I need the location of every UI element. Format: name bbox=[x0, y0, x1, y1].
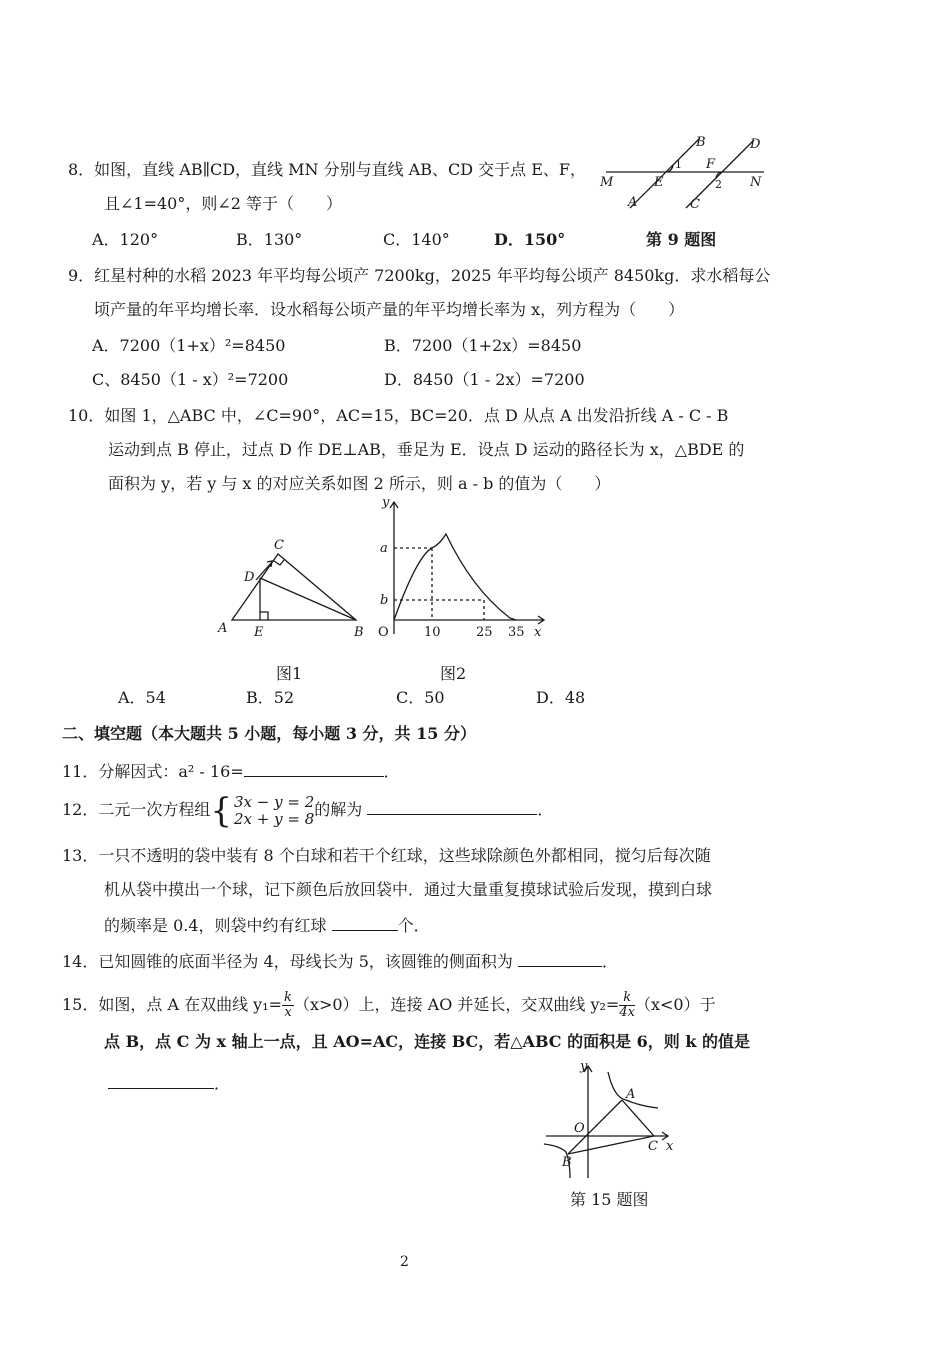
q9-line2: 顷产量的年平均增长率．设水稻每公顷产量的年平均增长率为 x，列方程为（ ） bbox=[94, 300, 685, 319]
q9-option-c: C、8450（1 - x）²=7200 bbox=[92, 370, 289, 389]
q8-figure-caption: 第 9 题图 bbox=[646, 230, 717, 249]
q9-option-d: D．8450（1 - 2x）=7200 bbox=[384, 370, 585, 389]
q10-option-b: B．52 bbox=[246, 688, 295, 707]
q8-label-e: E bbox=[654, 175, 664, 190]
q15-frac2-denominator: 4x bbox=[619, 1005, 635, 1020]
q11-line bbox=[62, 760, 400, 782]
q8-label-angle1: 1 bbox=[675, 158, 682, 171]
q15-frac1-denominator: x bbox=[284, 1005, 292, 1020]
q9-option-a: A．7200（1+x）²=8450 bbox=[92, 336, 286, 355]
q15-figure bbox=[540, 1058, 690, 1182]
q12-eq2: 2x + y = 8 bbox=[234, 809, 315, 828]
q11-suffix: ． bbox=[383, 762, 400, 781]
q12-system bbox=[234, 794, 314, 828]
q10-fig2-tick-35: 35 bbox=[508, 625, 525, 640]
q8-line2: 且∠1=40°，则∠2 等于（ ） bbox=[104, 194, 343, 213]
q8-option-d: D．150° bbox=[494, 230, 566, 249]
q8-figure bbox=[596, 132, 776, 214]
q10-fig2-caption: 图2 bbox=[440, 664, 467, 683]
q10-option-a: A．54 bbox=[118, 688, 166, 707]
q10-line2: 运动到点 B 停止，过点 D 作 DE⊥AB，垂足为 E．设点 D 运动的路径长为 x，△BDE 的 bbox=[108, 440, 745, 459]
q15-fraction1 bbox=[282, 991, 294, 1020]
q10-figure2 bbox=[372, 494, 558, 644]
q15-line3 bbox=[108, 1072, 230, 1094]
q15-line2: 点 B，点 C 为 x 轴上一点，且 AO=AC，连接 BC，若△ABC 的面积是 6，则 k 的值是 bbox=[104, 1032, 751, 1051]
q8-label-m: M bbox=[600, 175, 614, 190]
q15-label-a: A bbox=[626, 1087, 636, 1102]
q10-segment-db bbox=[260, 578, 356, 620]
q8-label-d: D bbox=[750, 137, 761, 152]
q8-label-c: C bbox=[690, 197, 700, 212]
q10-arrow-shaft bbox=[256, 562, 272, 580]
q13-line2: 机从袋中摸出一个球，记下颜色后放回袋中．通过大量重复摸球试验后发现，摸到白球 bbox=[104, 880, 713, 899]
q10-figure1 bbox=[212, 534, 372, 644]
q10-fig1-caption: 图1 bbox=[276, 664, 303, 683]
q14-suffix: ． bbox=[602, 952, 619, 971]
q10-right-angle-e bbox=[260, 612, 268, 620]
q10-line3: 面积为 y，若 y 与 x 的对应关系如图 2 所示，则 a - b 的值为（ ） bbox=[108, 474, 611, 493]
q9-option-b: B．7200（1+2x）=8450 bbox=[384, 336, 582, 355]
q15-label-c: C bbox=[648, 1139, 658, 1154]
q15-label-b: B bbox=[562, 1155, 572, 1170]
q8-option-c: C．140° bbox=[383, 230, 450, 249]
q10-fig2-label-a: a bbox=[380, 541, 388, 556]
q8-option-a: A．120° bbox=[92, 230, 159, 249]
q15-part3: （x<0）于 bbox=[634, 995, 716, 1014]
q15-suffix: ． bbox=[214, 1074, 231, 1093]
q13-line3 bbox=[104, 914, 430, 936]
q10-right-angle-c bbox=[274, 560, 284, 565]
q12-line bbox=[62, 790, 554, 831]
q15-frac1-numerator: k bbox=[284, 990, 292, 1005]
q10-option-c: C．50 bbox=[396, 688, 445, 707]
q10-triangle-abc bbox=[232, 554, 356, 620]
q8-label-n: N bbox=[750, 175, 762, 190]
q8-line1: 8．如图，直线 AB∥CD，直线 MN 分别与直线 AB、CD 交于点 E、F， bbox=[68, 160, 587, 179]
q8-label-f: F bbox=[706, 157, 716, 172]
q14-prefix: 14．已知圆锥的底面半径为 4，母线长为 5，该圆锥的侧面积为 bbox=[62, 952, 513, 971]
q10-fig2-tick-10: 10 bbox=[424, 625, 441, 640]
q10-fig1-label-b: B bbox=[354, 625, 364, 640]
q12-suffix: ． bbox=[537, 800, 554, 819]
q15-line1 bbox=[62, 990, 716, 1020]
q13-line3-suffix: 个． bbox=[397, 916, 430, 935]
q15-segment-ac bbox=[622, 1100, 654, 1136]
q10-fig2-label-b: b bbox=[380, 593, 389, 608]
q11-answer-blank[interactable] bbox=[244, 760, 384, 777]
q15-frac2-numerator: k bbox=[619, 991, 635, 1006]
q13-answer-blank[interactable] bbox=[332, 914, 398, 931]
q8-label-b: B bbox=[696, 135, 706, 150]
q15-label-o: O bbox=[574, 1121, 585, 1136]
q8-label-a: A bbox=[628, 195, 638, 210]
q11-prefix: 11．分解因式：a² - 16= bbox=[62, 762, 244, 781]
q10-line1: 10．如图 1，△ABC 中，∠C=90°，AC=15，BC=20．点 D 从点 A 出发沿折线 A - C - B bbox=[68, 406, 729, 425]
q10-fig1-label-d: D bbox=[244, 570, 255, 585]
q10-fig1-label-e: E bbox=[254, 625, 264, 640]
q9-line1: 9．红星村种的水稻 2023 年平均每公顷产 7200kg，2025 年平均每公顷产 8450kg．求水稻每公 bbox=[68, 266, 771, 285]
q15-label-y: y bbox=[580, 1059, 588, 1074]
section2-title: 二、填空题（本大题共 5 小题，每小题 3 分，共 15 分） bbox=[62, 724, 476, 743]
q10-option-d: D．48 bbox=[536, 688, 586, 707]
q15-figure-caption: 第 15 题图 bbox=[570, 1190, 649, 1209]
q8-option-b: B．130° bbox=[236, 230, 303, 249]
q10-fig2-label-y: y bbox=[382, 495, 390, 510]
q14-answer-blank[interactable] bbox=[518, 950, 602, 967]
q10-fig1-label-a: A bbox=[218, 621, 228, 636]
q12-prefix: 12．二元一次方程组 bbox=[62, 800, 211, 819]
q15-label-x: x bbox=[666, 1139, 674, 1154]
q15-part2: （x>0）上，连接 AO 并延长，交双曲线 y₂= bbox=[293, 995, 620, 1014]
q12-eq1: 3x − y = 2 bbox=[234, 792, 315, 811]
q14-line bbox=[62, 950, 618, 972]
q13-line1: 13．一只不透明的袋中装有 8 个白球和若干个红球，这些球除颜色外都相同，搅匀后每次随 bbox=[62, 846, 711, 865]
q15-fraction2 bbox=[619, 991, 635, 1020]
q8-label-angle2: 2 bbox=[715, 178, 722, 191]
q10-fig2-tick-25: 25 bbox=[476, 625, 493, 640]
q12-brace: { bbox=[210, 790, 233, 831]
q15-segment-bc bbox=[568, 1136, 654, 1154]
q12-middle: 的解为 bbox=[314, 800, 363, 819]
q10-graph-curve bbox=[394, 534, 516, 620]
q12-answer-blank[interactable] bbox=[367, 798, 537, 815]
q15-answer-blank[interactable] bbox=[108, 1072, 214, 1089]
page-number: 2 bbox=[400, 1254, 409, 1270]
q13-line3-prefix: 的频率是 0.4，则袋中约有红球 bbox=[104, 916, 327, 935]
q10-fig2-label-o: O bbox=[378, 625, 389, 640]
q10-fig2-label-x: x bbox=[534, 625, 542, 640]
q15-part1: 15．如图，点 A 在双曲线 y₁= bbox=[62, 995, 283, 1014]
q10-fig1-label-c: C bbox=[274, 538, 284, 553]
